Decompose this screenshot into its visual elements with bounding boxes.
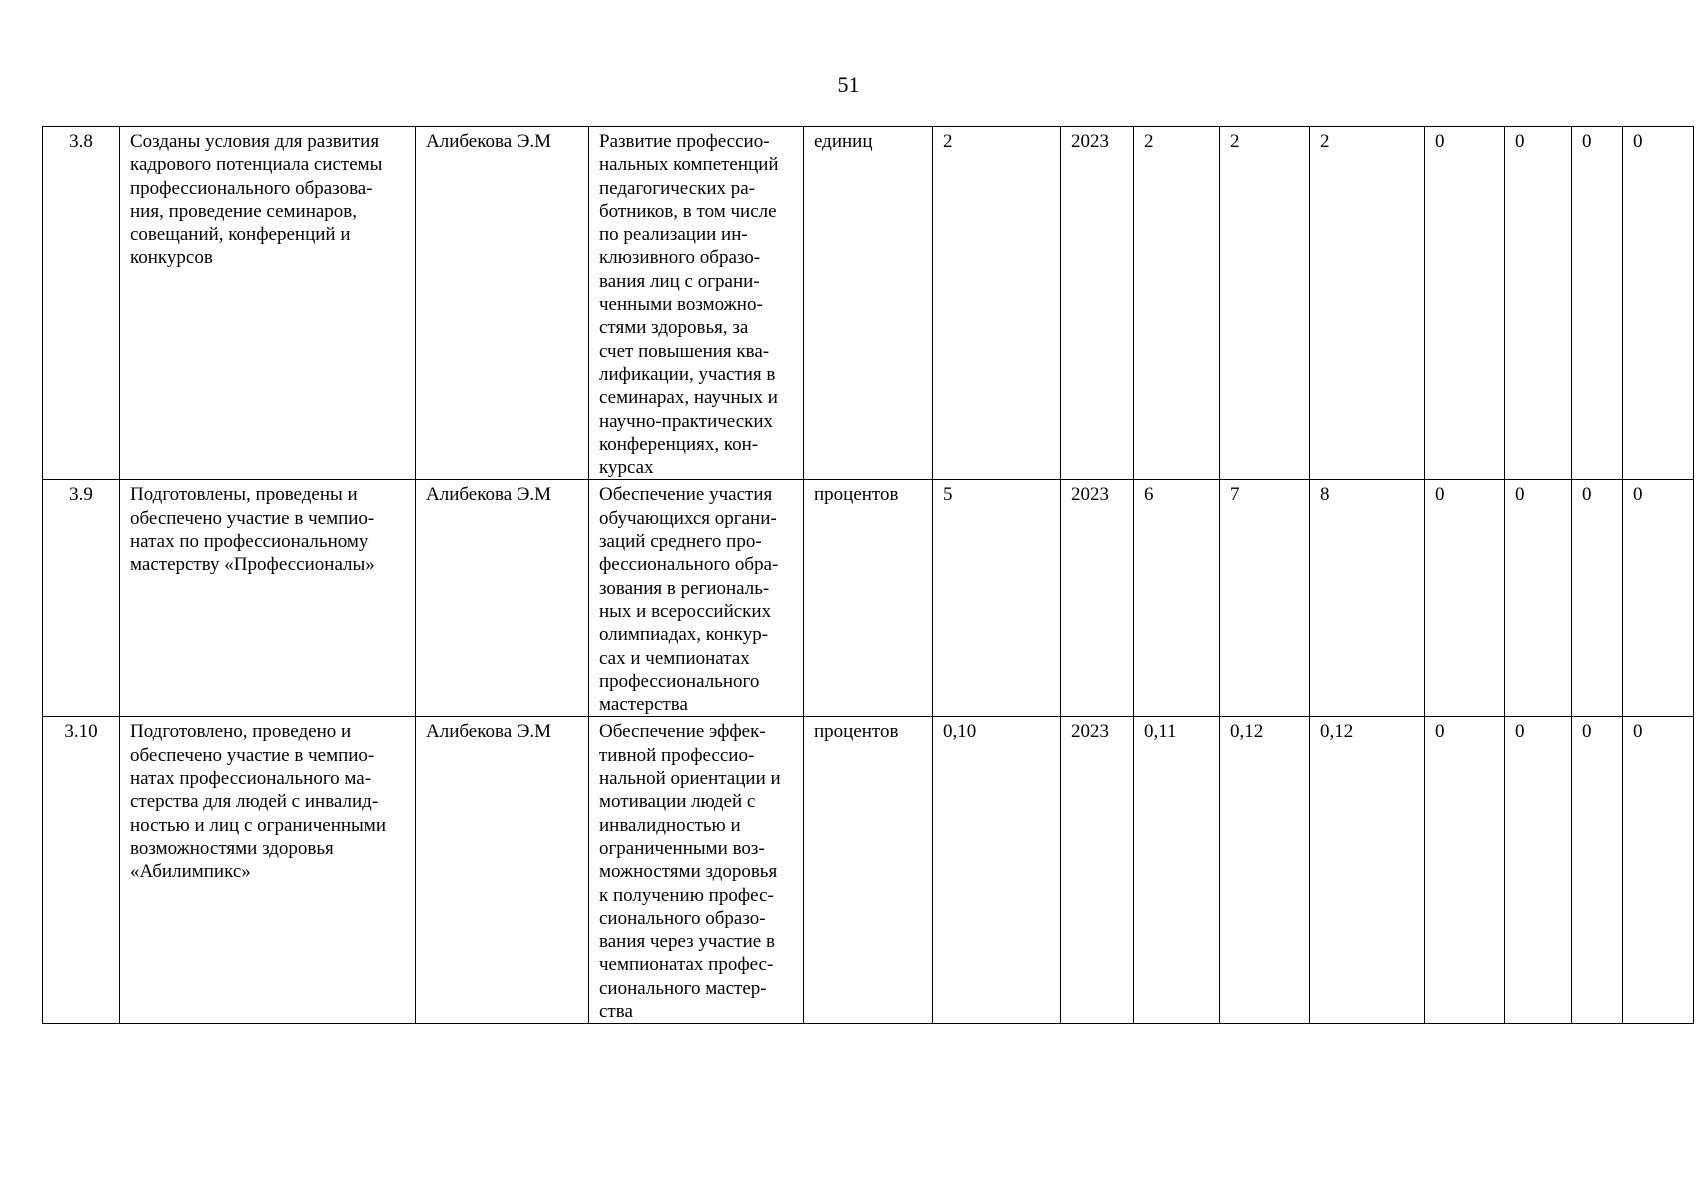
- table-row: [43, 127, 1694, 480]
- value-cell: 0: [1623, 717, 1694, 1024]
- base-value-cell: 2: [933, 127, 1061, 480]
- row-number: 3.10: [43, 717, 120, 1024]
- unit-cell: процентов: [804, 480, 933, 717]
- row-number: 3.8: [43, 127, 120, 480]
- value-cell: 0: [1505, 127, 1572, 480]
- responsible-cell: Алибекова Э.М: [416, 480, 589, 717]
- responsible-cell: Алибекова Э.М: [416, 127, 589, 480]
- value-cell: 0: [1572, 717, 1623, 1024]
- base-year-cell: 2023: [1061, 127, 1134, 480]
- characteristic-cell: Развитие профессио- нальных компетенций педагогических ра- ботников, в том числе по реализации ин- клюзивного образо- вания лиц с ограни- ченными возможно- стями здоровья, за счет повышения ква- лификации, участия в семинарах, научных и научно-практических конференциях, кон- курсах: [589, 127, 804, 480]
- value-cell: 0: [1505, 717, 1572, 1024]
- characteristic-cell: Обеспечение участия обучающихся органи- заций среднего про- фессионального обра- зования в региональ- ных и всероссийских олимпиадах, конкур- сах и чемпионатах профессионального мастерства: [589, 480, 804, 717]
- value-cell: 0: [1425, 480, 1505, 717]
- base-year-cell: 2023: [1061, 480, 1134, 717]
- characteristic-cell: Обеспечение эффек- тивной профессио- нальной ориентации и мотивации людей с инвалидностью и ограниченными воз- можностями здоровья к получению профес- сионального образо- вания через участие в чемпионатах профес- сионального мастер- ства: [589, 717, 804, 1024]
- indicators-table: [42, 126, 1694, 1024]
- value-cell: 0: [1623, 480, 1694, 717]
- value-cell: 0,11: [1134, 717, 1220, 1024]
- result-cell: Подготовлены, проведены и обеспечено участие в чемпио- натах по профессиональному мастерству «Профессионалы»: [120, 480, 416, 717]
- value-cell: 2: [1134, 127, 1220, 480]
- value-cell: 6: [1134, 480, 1220, 717]
- value-cell: 0: [1425, 717, 1505, 1024]
- unit-cell: единиц: [804, 127, 933, 480]
- table-row: [43, 480, 1694, 717]
- value-cell: 0,12: [1310, 717, 1425, 1024]
- base-value-cell: 5: [933, 480, 1061, 717]
- responsible-cell: Алибекова Э.М: [416, 717, 589, 1024]
- base-value-cell: 0,10: [933, 717, 1061, 1024]
- table-row: [43, 717, 1694, 1024]
- base-year-cell: 2023: [1061, 717, 1134, 1024]
- value-cell: 7: [1220, 480, 1310, 717]
- value-cell: 0: [1505, 480, 1572, 717]
- value-cell: 0: [1572, 480, 1623, 717]
- value-cell: 0: [1425, 127, 1505, 480]
- result-cell: Созданы условия для развития кадрового потенциала системы профессионального образова- ния, проведение семинаров, совещаний, конференций и конкурсов: [120, 127, 416, 480]
- unit-cell: процентов: [804, 717, 933, 1024]
- value-cell: 2: [1310, 127, 1425, 480]
- value-cell: 0: [1623, 127, 1694, 480]
- value-cell: 2: [1220, 127, 1310, 480]
- value-cell: 8: [1310, 480, 1425, 717]
- value-cell: 0,12: [1220, 717, 1310, 1024]
- page-number: 51: [837, 72, 860, 97]
- row-number: 3.9: [43, 480, 120, 717]
- value-cell: 0: [1572, 127, 1623, 480]
- result-cell: Подготовлено, проведено и обеспечено участие в чемпио- натах профессионального ма- стерства для людей с инвалид- ностью и лиц с ограниченными возможностями здоровья «Абилимпикс»: [120, 717, 416, 1024]
